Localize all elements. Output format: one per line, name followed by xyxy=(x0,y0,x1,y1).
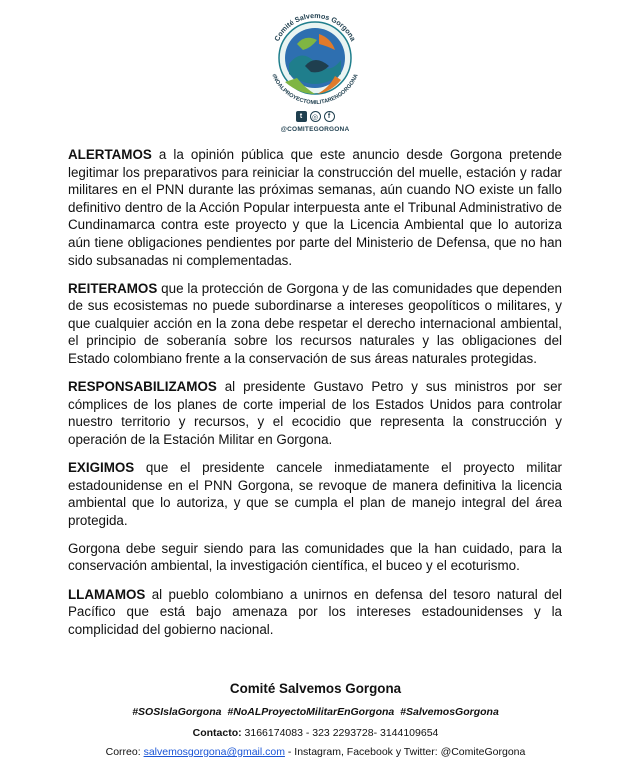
contact-phones: 3166174083 - 323 2293728- 3144109654 xyxy=(241,727,439,739)
logo-handle: @COMITEGORGONA xyxy=(280,126,350,133)
paragraph-exigimos xyxy=(68,459,562,529)
email-line xyxy=(0,746,631,758)
email-link[interactable]: salvemosgorgona@gmail.com xyxy=(143,746,285,758)
paragraph-text: que el presidente cancele inmediatamente el proyecto militar estadounidense en el PNN Gorgona, se revoque de manera definitiva la licencia ambiental que lo autoriza, y que se cumpla el plan de manejo integral del área protegida. xyxy=(68,460,562,528)
paragraph-text: al pueblo colombiano a unirnos en defensa del tesoro natural del Pacífico que está bajo amenaza por los intereses estadounidenses y la complicidad del gobierno nacional. xyxy=(68,586,562,637)
paragraph-responsabilizamos xyxy=(68,378,562,448)
contact-label: Contacto: xyxy=(192,727,242,739)
email-label: Correo: xyxy=(105,746,144,758)
logo-arc-top-text: Comité Salvemos Gorgona xyxy=(272,10,358,43)
hashtags: #SOSIslaGorgona #NoALProyectoMilitarEnGorgona #SalvemosGorgona xyxy=(132,706,499,718)
paragraph-lead: EXIGIMOS xyxy=(68,460,135,475)
paragraph-text: al presidente Gustavo Petro y sus ministros por ser cómplices de los planes de corte imperial de los Estados Unidos para controlar nuestro territorio y recursos, y el ecocidio que representa la construcción y operación de la Estación Militar en Gorgona. xyxy=(68,379,562,447)
paragraph-text: a la opinión pública que este anuncio desde Gorgona pretende legitimar los preparativos para reiniciar la construcción del muelle, estación y radar militares en el PNN durante las próximas semanas, aún cuando NO existe un fallo definitivo dentro de la Acción Popular interpuesta ante el Tribunal Administrativo de Cundinamarca contra este proyecto y que la Licencia Ambiental que lo autoriza aún tiene obligaciones pendientes por parte del Ministerio de Defensa, que no han sido subsanadas ni complementadas. xyxy=(68,147,562,268)
paragraph-alertamos xyxy=(68,146,562,269)
logo-arc-bottom-text: #NOALPROYECTOMILITARENGORGONA xyxy=(270,73,360,107)
paragraph-text: que la protección de Gorgona y de las comunidades que dependen de sus ecosistemas no puede subordinarse a intereses geopolíticos o militares, y que cualquier acción en la zona debe respetar el derecho internacional ambiental, el principio de soberanía sobre los recursos naturales y las obligaciones del Estado colombiano frente a la conservación de sus áreas naturales protegidas. xyxy=(68,280,562,367)
statement-body xyxy=(68,146,562,649)
paragraph-reiteramos xyxy=(68,280,562,368)
instagram-icon: ◎ xyxy=(310,111,321,122)
paragraph-lead: ALERTAMOS xyxy=(68,147,152,162)
contact-line xyxy=(0,727,631,739)
organization-name: Comité Salvemos Gorgona xyxy=(229,681,402,696)
paragraph-lead: LLAMAMOS xyxy=(68,586,146,602)
paragraph-lead: REITERAMOS xyxy=(68,280,158,296)
email-suffix: - Instagram, Facebook y Twitter: @ComiteGorgona xyxy=(284,746,526,758)
paragraph-gorgona xyxy=(68,540,562,575)
social-icons xyxy=(245,111,385,122)
paragraph-llamamos xyxy=(68,586,562,639)
paragraph-lead: RESPONSABILIZAMOS xyxy=(68,379,217,395)
paragraph-text: Gorgona debe seguir siendo para las comunidades que la han cuidado, para la conservación ambiental, la investigación científica, el buceo y el ecoturismo. xyxy=(68,540,562,574)
logo-emblem xyxy=(245,4,385,124)
logo xyxy=(245,4,385,136)
twitter-icon: t xyxy=(296,111,307,122)
facebook-icon: f xyxy=(324,111,335,122)
